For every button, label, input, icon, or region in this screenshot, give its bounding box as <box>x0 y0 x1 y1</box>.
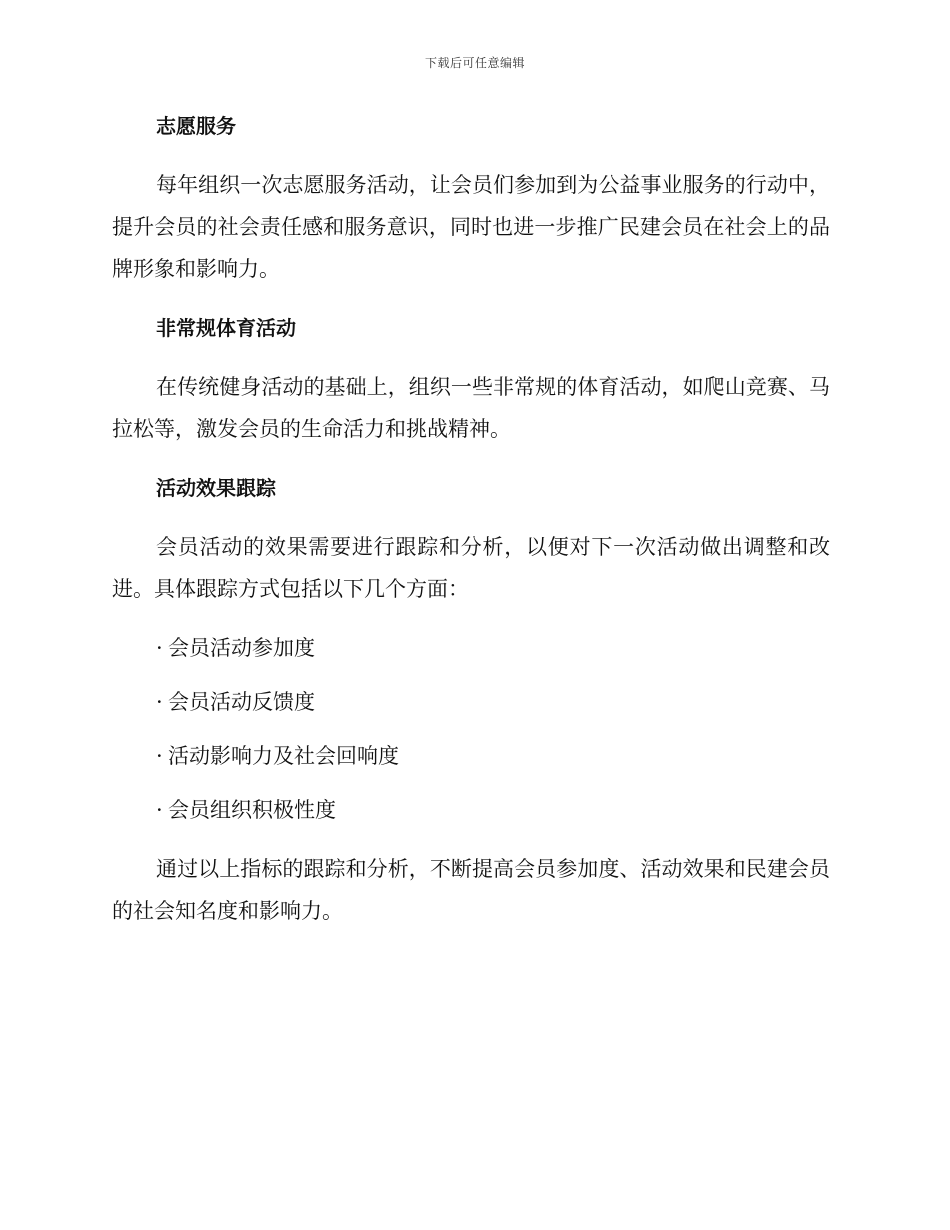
list-item-text: 会员组织积极性度 <box>168 798 336 822</box>
section-heading-volunteer: 志愿服务 <box>156 114 236 138</box>
running-header: 下载后可任意编辑 <box>424 56 525 70</box>
list-item-text: 会员活动参加度 <box>168 636 315 660</box>
conclusion-paragraph: 通过以上指标的跟踪和分析，不断提高会员参加度、活动效果和民建会员的社会知名度和影响力。 <box>112 857 830 923</box>
list-item <box>112 794 830 826</box>
section-paragraph-sports: 在传统健身活动的基础上，组织一些非常规的体育活动，如爬山竞赛、马拉松等，激发会员的生命活力和挑战精神。 <box>112 375 830 441</box>
bullet-marker: · <box>156 798 163 822</box>
list-item <box>112 740 830 772</box>
bullet-marker: · <box>156 744 163 768</box>
section-paragraph-volunteer: 每年组织一次志愿服务活动，让会员们参加到为公益事业服务的行动中，提升会员的社会责任感和服务意识，同时也进一步推广民建会员在社会上的品牌形象和影响力。 <box>112 173 830 281</box>
list-item-text: 会员活动反馈度 <box>168 690 315 714</box>
bullet-marker: · <box>156 636 163 660</box>
list-item <box>112 632 830 664</box>
list-item-text: 活动影响力及社会回响度 <box>168 744 399 768</box>
section-heading-sports: 非常规体育活动 <box>156 316 296 340</box>
bullet-marker: · <box>156 690 163 714</box>
document-body <box>112 110 830 954</box>
list-item <box>112 686 830 718</box>
section-paragraph-tracking: 会员活动的效果需要进行跟踪和分析，以便对下一次活动做出调整和改进。具体跟踪方式包括以下几个方面： <box>112 535 830 601</box>
section-heading-tracking: 活动效果跟踪 <box>156 476 276 500</box>
